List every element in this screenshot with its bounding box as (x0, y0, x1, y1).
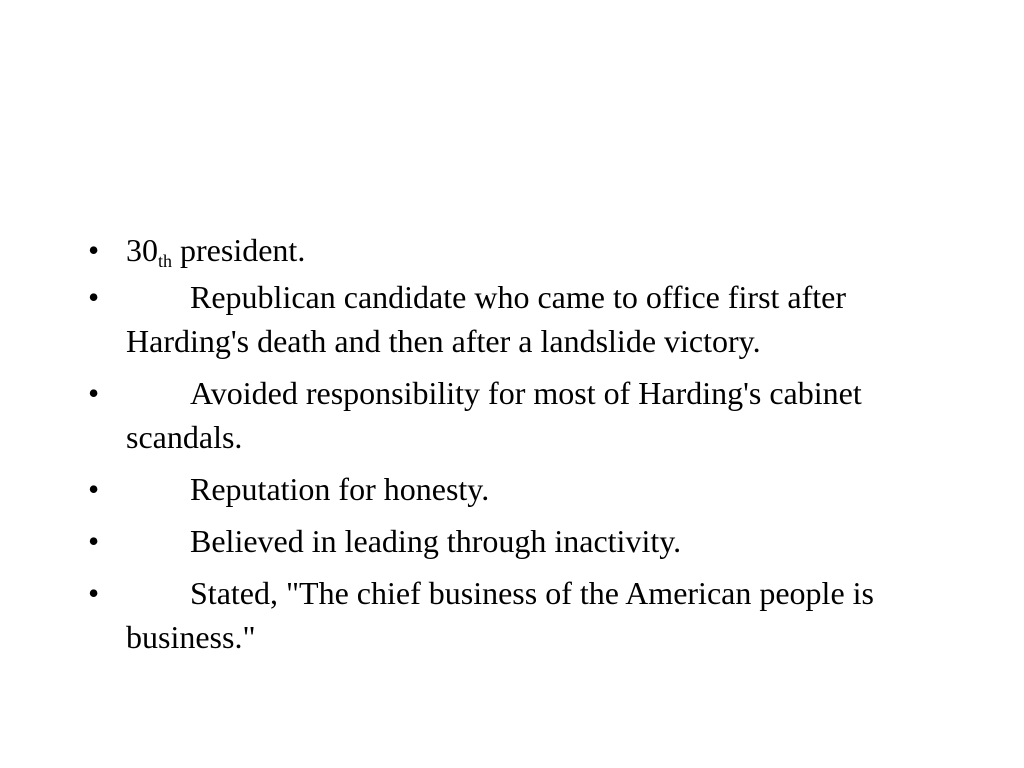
bullet-marker: • (88, 523, 100, 559)
bullet-item-avoided-responsibility (88, 371, 938, 459)
bullet-marker: • (88, 232, 100, 268)
bullet-item-chief-business-quote (88, 571, 938, 659)
ordinal-number: 30 (126, 232, 158, 268)
bullet-text: Stated, "The chief business of the American people is business." (126, 575, 874, 655)
bullet-marker: • (88, 575, 100, 611)
bullet-text: Believed in leading through inactivity. (190, 523, 682, 559)
bullet-text: president. (172, 232, 306, 268)
ordinal-suffix: th (158, 251, 173, 271)
bullet-text: Republican candidate who came to office first after Harding's death and then after a landslide victory. (126, 279, 847, 359)
bullet-item-reputation-honesty (88, 467, 938, 511)
bullet-marker: • (88, 375, 100, 411)
bullet-marker: • (88, 471, 100, 507)
bullet-text: Avoided responsibility for most of Harding's cabinet scandals. (126, 375, 862, 455)
bullet-item-leading-inactivity (88, 519, 938, 563)
bullet-item-republican-candidate (88, 275, 938, 363)
bullet-list (88, 228, 938, 667)
bullet-marker: • (88, 279, 100, 315)
bullet-item-30th-president (88, 228, 938, 272)
bullet-text: Reputation for honesty. (190, 471, 490, 507)
